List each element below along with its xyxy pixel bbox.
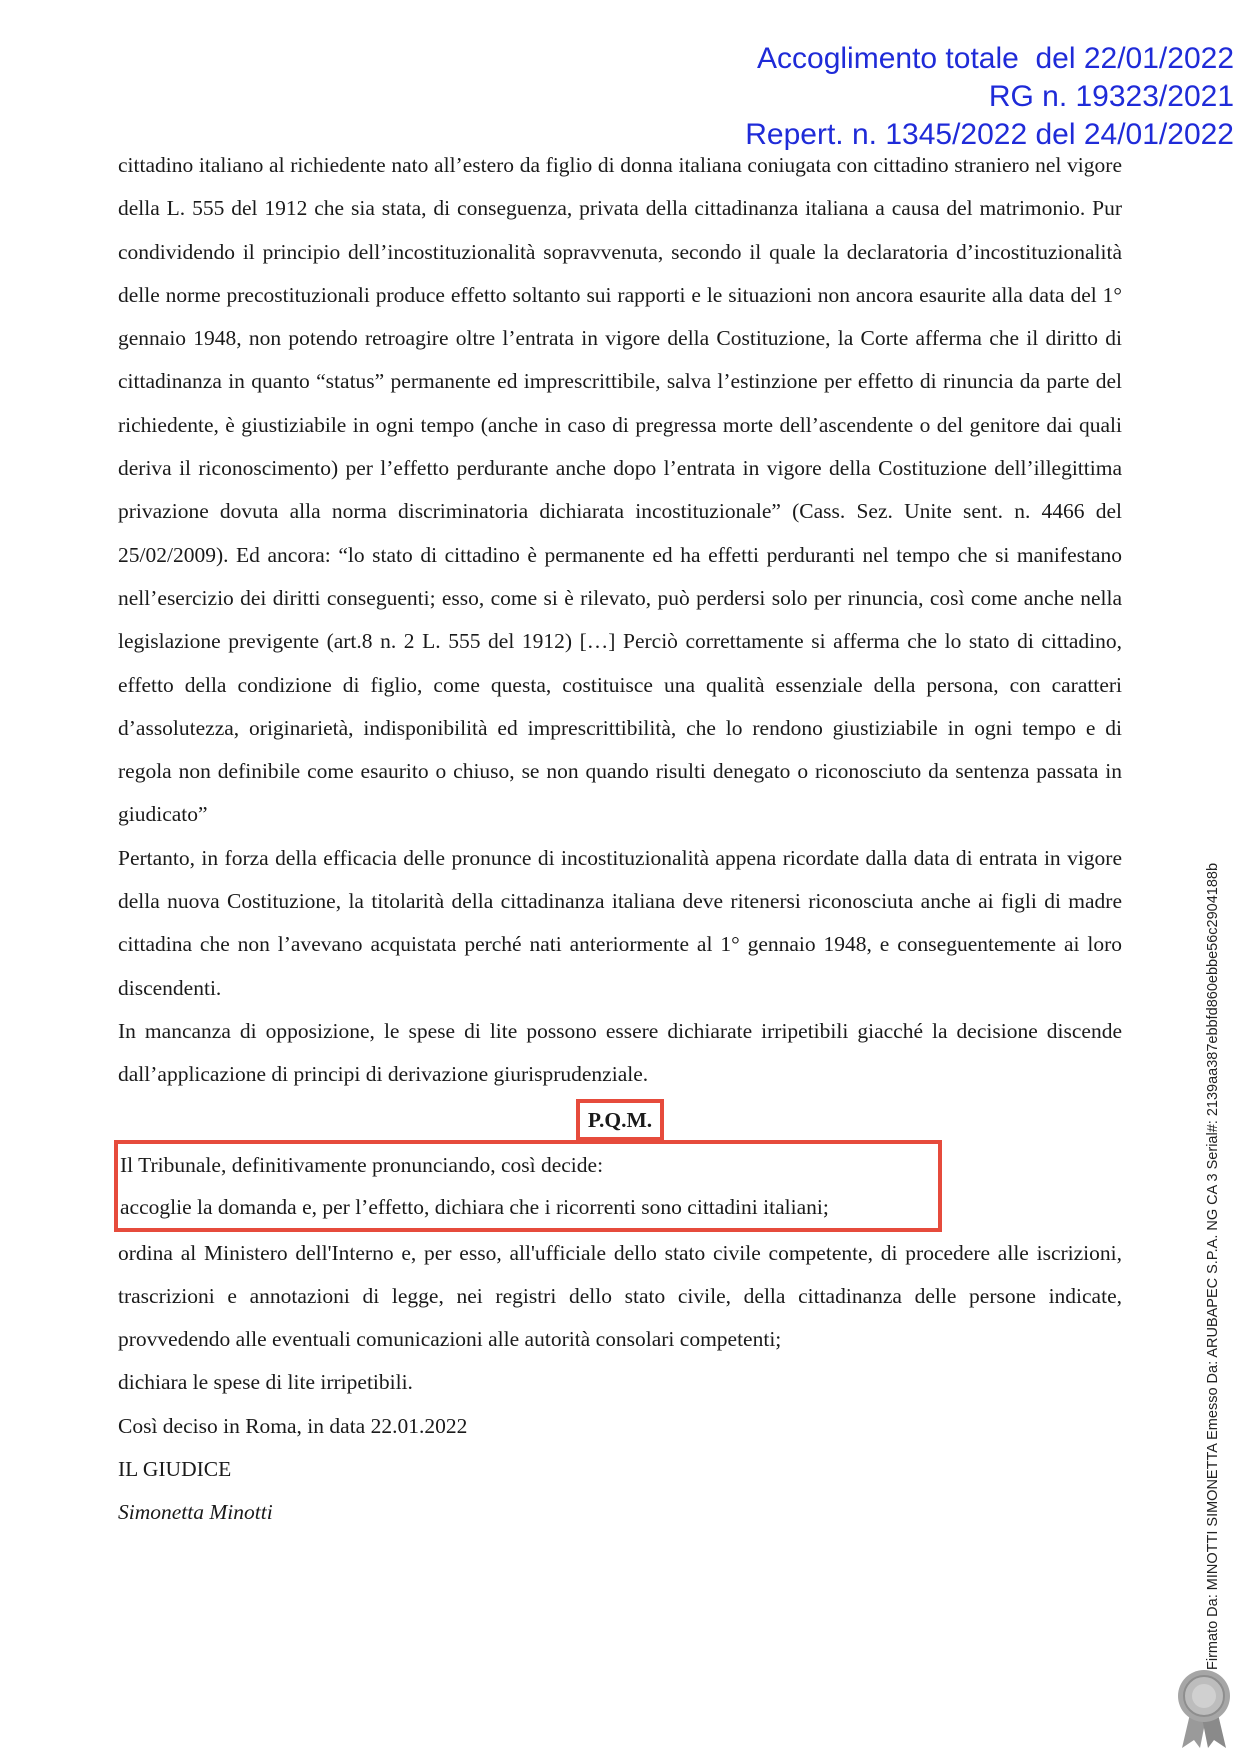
filing-stamp [745, 40, 1234, 154]
costs-paragraph: dichiara le spese di lite irripetibili. [118, 1370, 413, 1395]
decision-intro: Il Tribunale, definitivamente pronunciando, così decide: [120, 1152, 604, 1177]
document-body [118, 144, 1122, 1535]
paragraph-legal-reasoning: cittadino italiano al richiedente nato all’estero da figlio di donna italiana coniugata con cittadino straniero nel vigore della L. 555 del 1912 che sia stata, di conseguenza, privata della cittadinanza italiana a causa del matrimonio. Pur condividendo il principio dell’incostituzionalità sopravvenuta, secondo il quale la declaratoria d’incostituzionalità delle norme precostituzionali produce effetto soltanto sui rapporti e le situazioni non ancora esaurite alla data del 1° gennaio 1948, non potendo retroagire oltre l’entrata in vigore della Costituzione, la Corte afferma che il diritto di cittadinanza in quanto “status” permanente ed imprescrittibile, salva l’estinzione per effetto di rinuncia da parte del richiedente, è giustiziabile in ogni tempo (anche in caso di pregressa morte dell’ascendente o del genitore dai quali deriva il riconoscimento) per l’effetto perdurante anche dopo l’entrata in vigore della Costituzione dell’illegittima privazione dovuta alla norma discriminatoria dichiarata incostituzionale” (Cass. Sez. Unite sent. n. 4466 del 25/02/2009). Ed ancora: “lo stato di cittadino è permanente ed ha effetti perduranti nel tempo che si manifestano nell’esercizio dei diritti conseguenti; esso, come si è rilevato, può perdersi solo per rinuncia, così come anche nella legislazione previgente (art.8 n. 2 L. 555 del 1912) […] Perciò correttamente si afferma che lo stato di cittadino, effetto della condizione di figlio, come questa, costituisce una qualità essenziale della persona, con caratteri d’assolutezza, originarietà, indisponibilità ed imprescrittibilità, che lo rendono giustiziabile in ogni tempo e di regola non definibile come esaurito o chiuso, se non quando risulti denegato o riconosciuto da sentenza passata in giudicato” [118, 153, 1122, 827]
decision-highlight [114, 1140, 942, 1232]
paragraph-costs-reasoning: In mancanza di opposizione, le spese di lite possono essere dichiarate irripetibili giacché la decisione discende dall’applicazione di principi di derivazione giurisprudenziale. [118, 1018, 1122, 1087]
rosette-seal-icon [1176, 1668, 1232, 1755]
paragraph-conclusion: Pertanto, in forza della efficacia delle pronunce di incostituzionalità appena ricordate dalla data di entrata in vigore della nuova Costituzione, la titolarità della cittadinanza italiana deve ritenersi riconosciuta anche ai figli di madre cittadina che non l’avevano acquistata perché nati anteriormente al 1° gennaio 1948, e conseguentemente ai loro discendenti. [118, 845, 1122, 1000]
digital-signature-strip: Firmato Da: MINOTTI SIMONETTA Emesso Da: ARUBAPEC S.P.A. NG CA 3 Serial#: 2139aa387ebbfd860ebbe56c2904188b [1205, 862, 1221, 1670]
judge-title: IL GIUDICE [118, 1457, 232, 1482]
decision-main: accoglie la domanda e, per l’effetto, dichiara che i ricorrenti sono cittadini italiani; [120, 1194, 829, 1219]
pqm-heading: P.Q.M. [576, 1099, 664, 1141]
stamp-line-repertory: Repert. n. 1345/2022 del 24/01/2022 [745, 118, 1234, 151]
pqm-heading-wrap [118, 1097, 1122, 1140]
stamp-line-rg-number: RG n. 19323/2021 [988, 80, 1234, 113]
order-paragraph: ordina al Ministero dell'Interno e, per esso, all'ufficiale dello stato civile competente, di procedere alle iscrizioni, trascrizioni e annotazioni di legge, nei registri dello stato civile, della cittadinanza delle persone indicate, provvedendo alle eventuali comunicazioni alle autorità consolari competenti; [118, 1240, 1122, 1352]
stamp-line-outcome: Accoglimento totale del 22/01/2022 [757, 42, 1234, 75]
judge-signature-name: Simonetta Minotti [118, 1500, 273, 1525]
place-date: Così deciso in Roma, in data 22.01.2022 [118, 1413, 468, 1438]
